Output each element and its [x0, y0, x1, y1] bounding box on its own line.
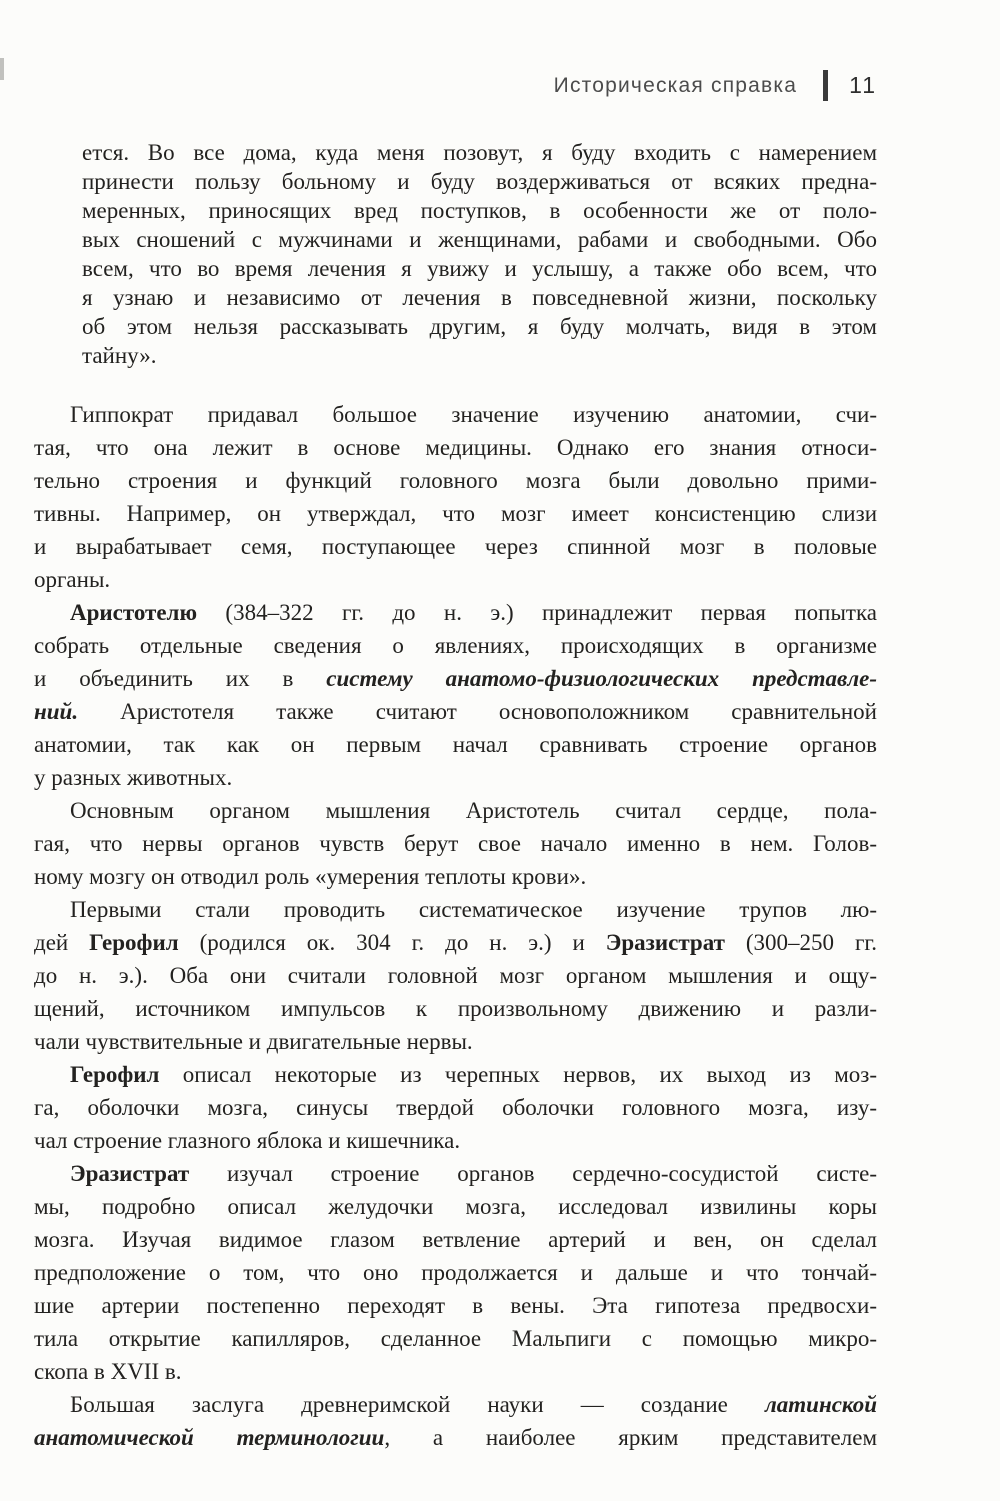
text-line [34, 563, 877, 596]
text-segment: , а наиболее ярким представителем [384, 1425, 877, 1450]
text-segment: меренных, приносящих вред поступков, в особенности же от поло- [82, 198, 877, 223]
text-segment: описал некоторые из черепных нервов, их выход из моз- [159, 1062, 877, 1087]
text-line [34, 893, 877, 926]
text-line [34, 530, 877, 563]
text-line [34, 629, 877, 662]
text-line [34, 596, 877, 629]
text-segment: тила открытие капилляров, сделанное Мальпиги с помощью микро- [34, 1326, 877, 1351]
text-segment: всем, что во время лечения я увижу и услышу, а также обо всем, что [82, 256, 877, 281]
paragraph-7 [34, 1388, 877, 1454]
text-line [34, 398, 877, 431]
text-line [34, 860, 877, 893]
text-segment: гая, что нервы органов чувств берут свое начало именно в нем. Голов- [34, 831, 877, 856]
text-segment: об этом нельзя рассказывать другим, я буду молчать, видя в этом [82, 314, 877, 339]
text-line [34, 1322, 877, 1355]
bold-term: Эразистрат [605, 930, 725, 955]
text-segment: ется. Во все дома, куда меня позовут, я буду входить с намерением [82, 140, 877, 165]
page-number: 11 [849, 72, 877, 98]
text-segment: чал строение глазного яблока и кишечника. [34, 1128, 461, 1153]
text-segment: вых сношений с мужчинами и женщинами, рабами и свободными. Обо [82, 227, 877, 252]
paragraph-2 [34, 596, 877, 794]
body-text [34, 398, 877, 1454]
text-segment: изучал строение органов сердечно-сосудистой систе- [189, 1161, 877, 1186]
text-line [34, 1289, 877, 1322]
text-line [34, 1388, 877, 1421]
text-line [34, 1421, 877, 1454]
text-line [82, 167, 877, 196]
text-segment: собрать отдельные сведения о явлениях, происходящих в организме [34, 633, 877, 658]
text-line [34, 497, 877, 530]
text-segment: (родился ок. 304 г. до н. э.) и [178, 930, 606, 955]
text-line [34, 1157, 877, 1190]
text-segment: тая, что она лежит в основе медицины. Однако его знания относи- [34, 435, 877, 460]
text-segment: дей [34, 930, 90, 955]
text-segment: (300–250 гг. [724, 930, 877, 955]
text-line [34, 959, 877, 992]
paragraph-6 [34, 1157, 877, 1388]
bold-term: Аристотелю [70, 600, 198, 625]
bold-italic-term: ний. [34, 699, 79, 724]
text-segment: у разных животных. [34, 765, 233, 790]
text-line [34, 1355, 877, 1388]
text-segment: я узнаю и независимо от лечения в повседневной жизни, поскольку [82, 285, 877, 310]
text-line [34, 662, 877, 695]
text-line [34, 926, 877, 959]
text-line [34, 1223, 877, 1256]
bold-italic-term: латинской [764, 1392, 877, 1417]
text-line [82, 225, 877, 254]
text-line [34, 794, 877, 827]
text-segment: Большая заслуга древнеримской науки — создание [70, 1392, 765, 1417]
quote-block [82, 138, 877, 370]
text-segment: мозга. Изучая видимое глазом ветвление артерий и вен, он сделал [34, 1227, 877, 1252]
text-line [34, 761, 877, 794]
text-segment: до н. э.). Оба они считали головной мозг органом мышления и ощу- [34, 963, 877, 988]
text-line [82, 283, 877, 312]
text-line [34, 1058, 877, 1091]
bold-italic-term: анатомической терминологии [34, 1425, 385, 1450]
text-segment: Гиппократ придавал большое значение изучению анатомии, счи- [70, 402, 877, 427]
text-segment: мы, подробно описал желудочки мозга, исследовал извилины коры [34, 1194, 877, 1219]
text-line [34, 431, 877, 464]
text-segment: скопа в XVII в. [34, 1359, 182, 1384]
text-segment: чали чувствительные и двигательные нервы. [34, 1029, 473, 1054]
paragraph-3 [34, 794, 877, 893]
bold-italic-term: систему анатомо-физиологических представле- [326, 666, 877, 691]
text-segment: анатомии, так как он первым начал сравнивать строение органов [34, 732, 877, 757]
text-segment: щений, источником импульсов к произвольному движению и разли- [34, 996, 877, 1021]
text-line [34, 827, 877, 860]
bold-term: Эразистрат [70, 1161, 190, 1186]
text-line [82, 138, 877, 167]
text-line [34, 1256, 877, 1289]
header-divider [823, 70, 828, 101]
text-line [34, 1124, 877, 1157]
text-segment: принести пользу больному и буду воздерживаться от всяких предна- [82, 169, 877, 194]
text-line [82, 196, 877, 225]
text-line [82, 254, 877, 283]
text-line [82, 341, 877, 370]
text-line [34, 1190, 877, 1223]
paragraph-5 [34, 1058, 877, 1157]
text-line [34, 992, 877, 1025]
text-line [34, 464, 877, 497]
bold-term: Герофил [70, 1062, 160, 1087]
text-segment: Аристотеля также считают основоположником сравнительной [78, 699, 877, 724]
text-line [34, 728, 877, 761]
text-line [34, 1091, 877, 1124]
text-segment: предположение о том, что оно продолжается и дальше и что тончай- [34, 1260, 877, 1285]
text-segment: органы. [34, 567, 111, 592]
text-segment: Основным органом мышления Аристотель считал сердце, пола- [70, 798, 877, 823]
bold-term: Герофил [89, 930, 179, 955]
paragraph-1 [34, 398, 877, 596]
text-segment: и вырабатывает семя, поступающее через спинной мозг в половые [34, 534, 877, 559]
text-segment: Первыми стали проводить систематическое изучение трупов лю- [70, 897, 877, 922]
text-line [82, 312, 877, 341]
text-line [34, 695, 877, 728]
text-segment: га, оболочки мозга, синусы твердой оболочки головного мозга, изу- [34, 1095, 877, 1120]
text-segment: тельно строения и функций головного мозга были довольно прими- [34, 468, 877, 493]
paragraph-4 [34, 893, 877, 1058]
text-segment: тайну». [82, 343, 157, 368]
text-segment: (384–322 гг. до н. э.) принадлежит первая попытка [197, 600, 877, 625]
text-segment: и объединить их в [34, 666, 327, 691]
text-segment: тивны. Например, он утверждал, что мозг имеет консистенцию слизи [34, 501, 877, 526]
text-segment: ному мозгу он отводил роль «умерения теплоты крови». [34, 864, 587, 889]
running-title: Историческая справка [553, 73, 798, 97]
text-line [34, 1025, 877, 1058]
page-header [0, 70, 877, 101]
text-segment: шие артерии постепенно переходят в вены. Эта гипотеза предвосхи- [34, 1293, 877, 1318]
